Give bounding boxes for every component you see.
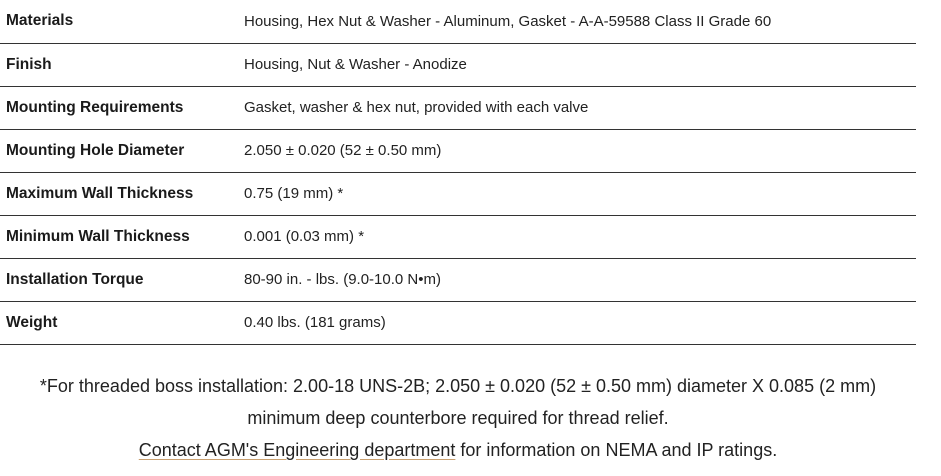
spec-row-finish [0, 43, 916, 86]
spec-label: Mounting Requirements [6, 98, 184, 116]
spec-value: Housing, Nut & Washer - Anodize [244, 56, 467, 73]
spec-value: 0.75 (19 mm) * [244, 185, 344, 202]
spec-label: Materials [6, 12, 74, 30]
spec-label: Maximum Wall Thickness [6, 184, 194, 202]
footnote-line-3 [0, 434, 916, 466]
spec-value: 0.001 (0.03 mm) * [244, 228, 365, 245]
spec-value: Gasket, washer & hex nut, provided with each valve [244, 99, 589, 116]
spec-label: Weight [6, 313, 58, 331]
spec-value: 80-90 in. - lbs. (9.0-10.0 N•m) [244, 271, 441, 288]
spec-row-mounting-requirements [0, 86, 916, 129]
spec-label: Mounting Hole Diameter [6, 141, 185, 159]
footnote-line-1: *For threaded boss installation: 2.00-18 UNS-2B; 2.050 ± 0.020 (52 ± 0.50 mm) diameter X 0.085 (2 mm) [39, 376, 877, 396]
spec-row-maximum-wall-thickness [0, 172, 916, 215]
spec-label: Installation Torque [6, 270, 144, 288]
spec-value: 2.050 ± 0.020 (52 ± 0.50 mm) [244, 142, 442, 159]
spec-row-minimum-wall-thickness [0, 215, 916, 258]
spec-row-installation-torque [0, 258, 916, 301]
engineering-contact-link[interactable]: Contact AGM's Engineering department [138, 440, 456, 460]
footnote-line-2: minimum deep counterbore required for thread relief. [247, 408, 669, 428]
footnote [0, 370, 916, 466]
spec-value: 0.40 lbs. (181 grams) [244, 314, 386, 331]
spec-value: Housing, Hex Nut & Washer - Aluminum, Gasket - A-A-59588 Class II Grade 60 [244, 12, 772, 30]
spec-label: Finish [6, 55, 52, 73]
spec-row-mounting-hole-diameter [0, 129, 916, 172]
spec-label: Minimum Wall Thickness [6, 227, 190, 245]
spec-row-materials [0, 0, 916, 43]
spec-row-weight [0, 301, 916, 344]
footnote-line-3-text: for information on NEMA and IP ratings. [455, 440, 778, 460]
